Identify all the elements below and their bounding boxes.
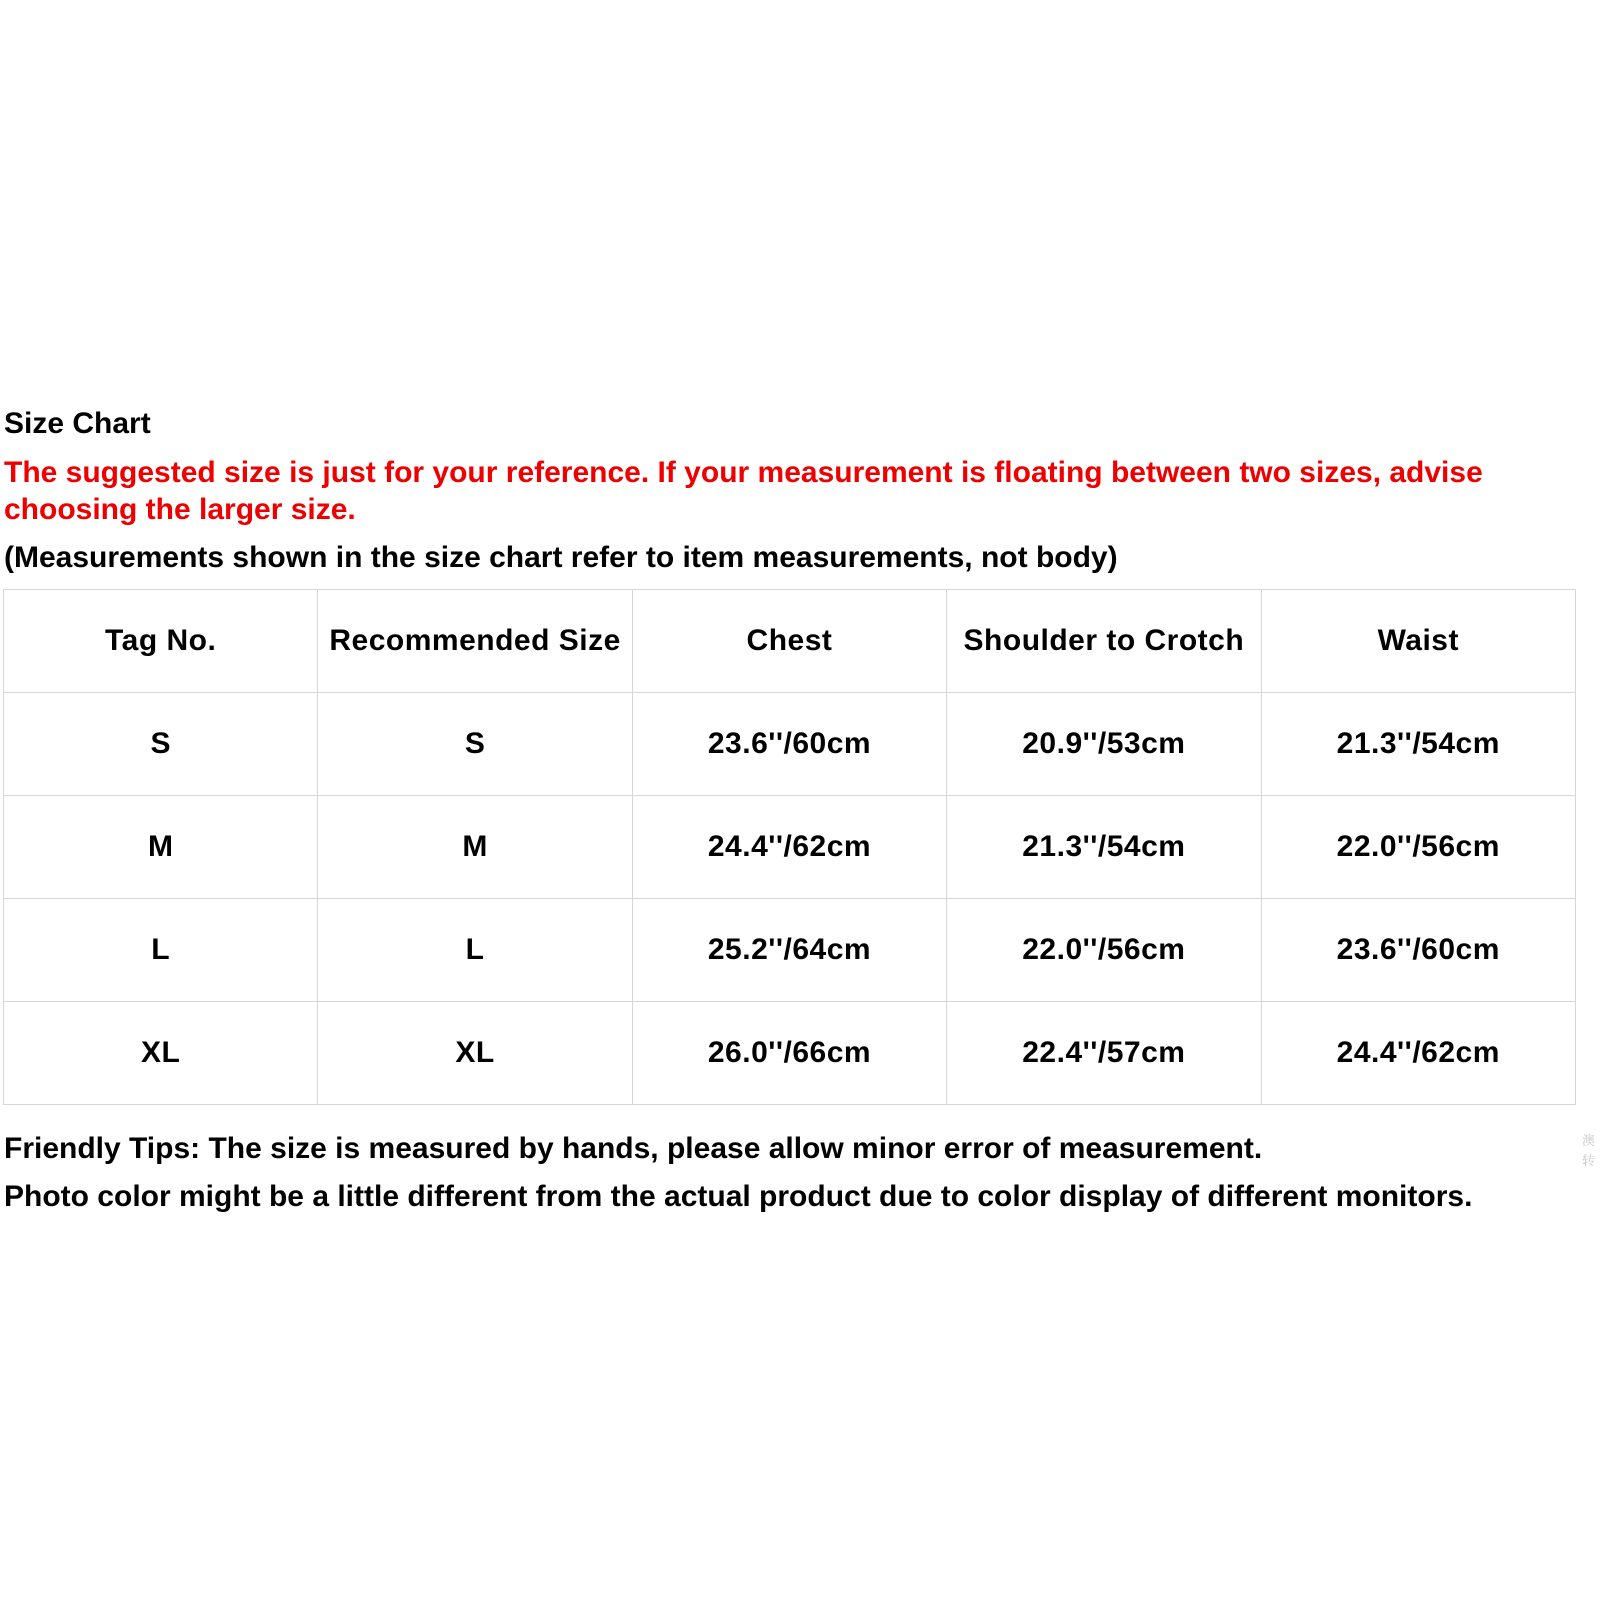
table-cell: 26.0''/66cm <box>632 1002 946 1105</box>
column-header-shoulder-to-crotch: Shoulder to Crotch <box>947 590 1261 693</box>
tip-measurement-error: Friendly Tips: The size is measured by hands, please allow minor error of measurement. <box>4 1132 1263 1165</box>
table-row <box>4 693 1576 796</box>
column-header-recommended-size: Recommended Size <box>318 590 632 693</box>
table-cell: XL <box>318 1002 632 1105</box>
table-row <box>4 899 1576 1002</box>
table-cell: 22.0''/56cm <box>1261 796 1575 899</box>
measurement-note: (Measurements shown in the size chart refer to item measurements, not body) <box>4 541 1118 574</box>
table-cell: S <box>318 693 632 796</box>
table-cell: M <box>318 796 632 899</box>
table-cell: 21.3''/54cm <box>1261 693 1575 796</box>
page-title: Size Chart <box>4 407 151 440</box>
table-cell: 22.4''/57cm <box>947 1002 1261 1105</box>
table-cell: L <box>318 899 632 1002</box>
table-row <box>4 1002 1576 1105</box>
column-header-chest: Chest <box>632 590 946 693</box>
table-cell: 24.4''/62cm <box>632 796 946 899</box>
table-cell: 21.3''/54cm <box>947 796 1261 899</box>
table-cell: 22.0''/56cm <box>947 899 1261 1002</box>
table-cell: 23.6''/60cm <box>1261 899 1575 1002</box>
column-header-waist: Waist <box>1261 590 1575 693</box>
table-cell: 23.6''/60cm <box>632 693 946 796</box>
table-cell: XL <box>4 1002 318 1105</box>
friendly-tips <box>4 1125 1472 1221</box>
size-chart-table <box>3 589 1576 1105</box>
table-cell: M <box>4 796 318 899</box>
table-cell: 24.4''/62cm <box>1261 1002 1575 1105</box>
size-advice-notice: The suggested size is just for your reference. If your measurement is floating between two sizes, advise choosing the larger size. <box>4 456 1483 526</box>
table-cell: 20.9''/53cm <box>947 693 1261 796</box>
table-cell: S <box>4 693 318 796</box>
table-cell: L <box>4 899 318 1002</box>
table-row <box>4 796 1576 899</box>
column-header-tag-no: Tag No. <box>4 590 318 693</box>
table-header-row <box>4 590 1576 693</box>
tip-photo-color: Photo color might be a little different from the actual product due to color display of different monitors. <box>4 1180 1473 1213</box>
watermark: 澳转 <box>1582 1134 1596 1169</box>
table-cell: 25.2''/64cm <box>632 899 946 1002</box>
